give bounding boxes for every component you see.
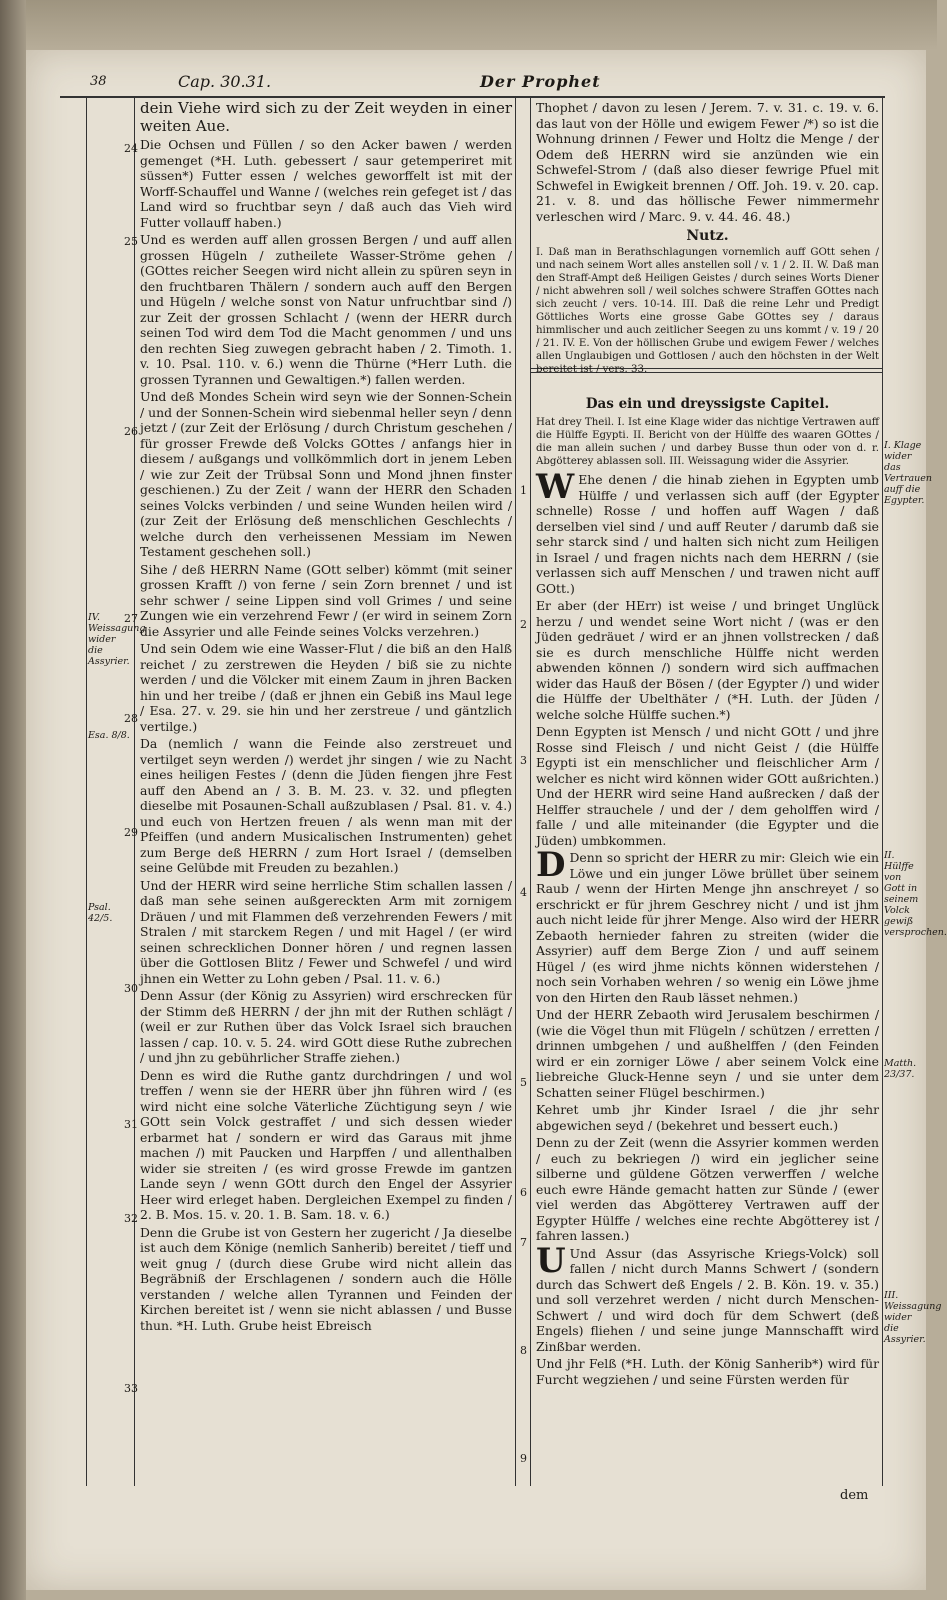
verse-number: 7 xyxy=(520,1236,527,1249)
verse-32: Denn es wird die Ruthe gantz durchdringen / und wol treffen / wenn sie der HERR über jhn führen wird / (es wird nicht eine solche Väterliche Züchtigung seyn / wie GOtt sein Volck gestraffet / und sich dessen wieder erbarmet hat / sondern er wird das Garaus mit jhme machen /) mit Paucken und Harpffen / und allenthalben wider sie streiten / (es wird grosse Frewde im gantzen Lande seyn / wenn GOtt durch den Engel der Assyrier Heer wird erleget haben. Dergleichen Exempel zu finden / 2. B. Mos. 15. v. 20. 1. B. Sam. 18. v. 6.) xyxy=(140,1067,512,1222)
verse-31-4 xyxy=(536,845,879,1005)
verse-number: 3 xyxy=(520,754,527,767)
right-margin-rule xyxy=(882,96,883,1486)
margin-note-psal: Psal. 42/5. xyxy=(88,902,113,924)
left-margin-rule xyxy=(134,96,135,1486)
verse-number: 30 xyxy=(124,982,138,995)
verse-31-8 xyxy=(536,1240,879,1355)
verse-31-4-text: Denn so spricht der HERR zu mir: Gleich wie ein Löwe und ein junger Löwe brüllet über seinem Raub / wenn der Hirten Menge jhn anschreyet / so erschrickt er für jhrem Geschrey nicht / und ist jhm auch nicht leide für jhrer Menge. Also wird der HERR Zebaoth hernieder fahren zu streiten (wider die Assyrier) auff dem Berge Zion / und auff seinem Hügel / (es wird jhme nichts können widerstehen / noch sein Vorhaben wehren / so wenig ein Löwe jhme von den Hirten den Raub lässet nehmen.) xyxy=(536,850,879,1005)
verse-number: 8 xyxy=(520,1344,527,1357)
margin-note-assyrier: III. Weissagung wider die Assyrier. xyxy=(884,1290,942,1345)
page-number: 38 xyxy=(90,74,107,89)
verse-25: Und es werden auff allen grossen Bergen / und auff allen grossen Hügeln / zutheilete Wasser-Ströme gehen / (GOttes reicher Seegen wird nicht allein zu spüren seyn in den fruchtbaren Thälern / sondern auch auff den Bergen und Hügeln / welche sonst von Natur unfruchtbar sind /) zur Zeit der grossen Schlacht / (wenn der HERR durch seinen Tod wird dem Tod die Macht genommen / und uns den rechten Sieg zuwegen gebracht haben / 2. Timoth. 1. v. 10. Psal. 110. v. 6.) wenn die Thürne (*Herr Luth. die grossen Tyrannen und Gewaltigen.*) fallen werden. xyxy=(140,232,512,387)
nutz-heading: Nutz. xyxy=(686,228,729,244)
verse-number: 29 xyxy=(124,826,138,839)
running-title: Der Prophet xyxy=(480,72,601,91)
scan-top-edge xyxy=(0,0,937,50)
verse-number: 31 xyxy=(124,1118,138,1131)
verse-33-continued: Thophet / davon zu lesen / Jerem. 7. v. 31. c. 19. v. 6. das laut von der Hölle und ewigem Fewer /*) so ist die Wohnung drinnen / Fewer und Holtz die Menge / der Odem deß HERRN wird sie anzünden wie ein Schwefel-Strom / (daß also dieser fewrige Pfuel mit Schwefel in Ewigkeit brennen / Off. Joh. 19. v. 20. cap. 21. v. 8. und das höllische Fewer nimmermehr verleschen wird / Marc. 9. v. 44. 46. 48.) xyxy=(536,100,879,224)
verse-29: Da (nemlich / wann die Feinde also zerstreuet und vertilget seyn werden /) werdet jhr singen / wie zu Nacht eines heiligen Festes / (denn die Jüden fiengen jhre Fest auff den Abend an / 3. B. M. 23. v. 32. und pflegten dieselbe mit Posaunen-Schall außzublasen / Psal. 81. v. 4.) und euch von Hertzen freuen / als wenn man mit der Pfeiffen (und andern Musicalischen Instrumenten) gehet zum Berge deß HERRN / zum Hort Israel / (demselben seine Gelübde mit Freuden zu bezahlen.) xyxy=(140,736,512,875)
verse-number: 24 xyxy=(124,142,138,155)
chapter-summary: Hat drey Theil. I. Ist eine Klage wider das nichtige Vertrawen auff die Hülffe Egypti. II. Bericht von der Hülffe des waaren GOttes / die man allein suchen / und darbey Busse thun oder von d. r. Abgötterey ablassen soll. III. Weissagung wider die Assyrier. xyxy=(536,417,879,467)
verse-31-1 xyxy=(536,467,879,596)
right-verse-rule xyxy=(530,96,531,1486)
verse-31-5: Und der HERR Zebaoth wird Jerusalem beschirmen / (wie die Vögel thun mit Flügeln / schützen / erretten / drinnen umbgehen / und außhelffen / (den Feinden wird er ein zorniger Löwe / aber seinem Volck eine liebreiche Gluck-Henne seyn / und sie unter dem Schatten seiner Flügel beschirmen.) xyxy=(536,1007,879,1100)
nutz-text: I. Daß man in Berathschlagungen vornemlich auff GOtt sehen / und nach seinem Wort alles anstellen soll / v. 1 / 2. II. W. Daß man den Straff-Ampt deß Heiligen Geistes / durch seines Worts Diener / nicht abwehren soll / weil solches schwere Straffen GOttes nach sich zeucht / vers. 10-14. III. Daß die reine Lehr und Predigt Göttliches Worts eine grosse Gabe GOttes sey / daraus himmlischer und auch zeitlicher Seegen zu uns kommt / v. 19 / 20 / 21. IV. E. Von der höllischen Grube und ewigem Fewer / welches allen Unglaubigen und Gottlosen / auch den höchsten in der Welt bereitet ist / vers. 33. xyxy=(536,247,879,375)
catchword: dem xyxy=(840,1488,869,1503)
verse-number: 6 xyxy=(520,1186,527,1199)
margin-note-huelffe: II. Hülffe von Gott in seinem Volck gewiß versprochen. xyxy=(884,850,947,938)
verse-number: 32 xyxy=(124,1212,138,1225)
verse-number: 4 xyxy=(520,886,527,899)
drop-capital-u: U xyxy=(536,1240,566,1281)
verse-33: Denn die Grube ist von Gestern her zugericht / Ja dieselbe ist auch dem Könige (nemlich Sanherib) bereitet / tieff und weit gnug / (durch diese Grube wird nicht allein das Begräbniß der Erschlagenen / sondern auch die Hölle verstanden / welche allen Tyrannen und Feinden der Kirchen bereitet ist / wenn sie nicht ablassen / und Busse thun. *H. Luth. Grube heist Ebreisch xyxy=(140,1224,512,1333)
chapter-reference: Cap. 30.31. xyxy=(178,72,272,91)
page-header xyxy=(60,72,885,96)
verse-28: Und sein Odem wie eine Wasser-Flut / die biß an den Halß reichet / zu zerstrewen die Heyden / biß sie zu nichte werden / und die Völcker mit einem Zaum in jhren Backen hin und her treibe / (daß er jhnen ein Gebiß ins Maul lege / Esa. 27. v. 29. sie hin und her zerstreue / und gäntzlich vertilge.) xyxy=(140,641,512,734)
margin-note-esa: Esa. 8/8. xyxy=(88,730,130,741)
verse-31-8-text: Und Assur (das Assyrische Kriegs-Volck) soll fallen / nicht durch Manns Schwert / (sondern durch das Schwert deß Engels / 2. B. Kön. 19. v. 35.) und soll verzehret werden / nicht durch Menschen-Schwert / und wird doch für dem Schwert (deß Engels) fliehen / und seine junge Mannschafft wird Zinßbar werden. xyxy=(536,1245,879,1354)
verse-27: Sihe / deß HERRN Name (GOtt selber) kömmt (mit seiner grossen Krafft /) von ferne / sein Zorn brennet / und ist sehr schwer / seine Lippen sind voll Grimes / und seine Zungen wie ein verzehrend Fewr / (er wird in seinem Zorn die Assyrier und alle Feinde seines Volcks verzehren.) xyxy=(140,561,512,639)
verse-number: 25 xyxy=(124,235,138,248)
chapter-31-title: Das ein und dreyssigste Capitel. xyxy=(585,396,830,412)
verse-number: 28 xyxy=(124,712,138,725)
verse-31-6: Kehret umb jhr Kinder Israel / die jhr sehr abgewichen seyd / (bekehret und bessert euch.) xyxy=(536,1102,879,1133)
outer-left-rule xyxy=(86,96,87,1486)
column-divider xyxy=(515,96,516,1486)
margin-note-weissagung: IV. Weissagung wider die Assyrier. xyxy=(88,612,146,667)
verse-24: Die Ochsen und Füllen / so den Acker bawen / werden gemenget (*H. Luth. gebessert / saur getemperiret mit süssen*) Futter essen / welches geworffelt ist mit der Worff-Schauffel und Wanne / (welches rein gefeget ist / das Land wird so fruchtbar seyn / daß auch das Vieh wird Futter vollauff haben.) xyxy=(140,137,512,230)
header-rule xyxy=(60,96,885,98)
verse-31-7: Denn zu der Zeit (wenn die Assyrier kommen werden / euch zu bekriegen /) wird ein jeglicher seine silberne und güldene Götzen verwerffen / welche euch ewre Hände gemacht hatten zur Sünde / (ewer viel werden das Abgötterey Vertrawen auff der Egypter Hülffe / welches eine rechte Abgötterey ist / fahren lassen.) xyxy=(536,1135,879,1243)
verse-31-1-text: Ehe denen / die hinab ziehen in Egypten umb Hülffe / und verlassen sich auff (der Egypter schnelle) Rosse / und hoffen auff Wagen / daß derselben viel sind / und auff Reuter / darumb daß sie sehr starck sind / und halten sich nicht zum Heiligen in Israel / und fragen nichts nach dem HERRN / (sie verlassen sich auff Menschen / und trawen nicht auff GOtt.) xyxy=(536,472,879,596)
verse-number: 27 xyxy=(124,612,138,625)
book-binding xyxy=(0,0,26,1600)
verse-30: Und der HERR wird seine herrliche Stim schallen lassen / daß man sehe seinen außgereckten Arm mit zornigem Dräuen / und mit Flammen deß verzehrenden Fewers / mit Stralen / mit starckem Regen / und mit Hagel / (er wird seinen schrecklichen Donner hören / und regnen lassen über die Gottlosen Blitz / Fewer und Schwefel / und wird jhnen ein Wetter zu Lohn geben / Psal. 11. v. 6.) xyxy=(140,877,512,986)
margin-note-klage: I. Klage wider das Vertrauen auff die Egypter. xyxy=(884,440,933,506)
verse-31-2: Er aber (der HErr) ist weise / und bringet Unglück herzu / und wendet seine Wort nicht / (was er den Jüden gedräuet / wird er an jhnen vollstrecken / daß sie es durch menschliche Hülffe nicht werden abwenden können /) sondern wird sich auffmachen wider das Hauß der Bösen / (der Egypter /) und wider die Hülffe der Ubelthäter / (*H. Luth. der Jüden / welche solche Hülffe suchen.*) xyxy=(536,598,879,722)
verse-26: Und deß Mondes Schein wird seyn wie der Sonnen-Schein / und der Sonnen-Schein wird siebenmal heller seyn / denn jetzt / (zur Zeit der Erlösung / durch Christum geschehen / für grosser Frewde deß Volcks GOttes / anfangs hier in diesem / außgangs und vollkömmlich dort in jenem Leben / wie zur Zeit der Trübsal Sonn und Mond jhnen finster geschienen.) Zu der Zeit / wann der HERR den Schaden seines Volcks verbinden / und seine Wunden heilen wird / (zur Zeit der Erlösung deß menschlichen Geschlechts / welche durch den verheissenen Messiam im Newen Testament geschehen soll.) xyxy=(140,389,512,559)
verse-number: 1 xyxy=(520,484,527,497)
verse-31-9: Und jhr Felß (*H. Luth. der König Sanherib*) wird für Furcht wegziehen / und seine Fürsten werden für xyxy=(536,1356,879,1387)
drop-capital-w: W xyxy=(536,467,575,507)
margin-note-matth: Matth. 23/37. xyxy=(884,1058,917,1080)
left-text-column xyxy=(140,100,512,1485)
verse-31: Denn Assur (der König zu Assyrien) wird erschrecken für der Stimm deß HERRN / der jhn mit der Ruthen schlägt / (weil er zur Ruthen über das Volck Israel sich brauchen lassen / cap. 10. v. 5. 24. wird GOtt diese Ruthe zubrechen / und jhn zu gebührlicher Straffe ziehen.) xyxy=(140,988,512,1065)
verse-number: 2 xyxy=(520,618,527,631)
right-text-column xyxy=(536,100,879,1485)
verse-number: 9 xyxy=(520,1452,527,1465)
drop-capital-d: D xyxy=(536,845,566,885)
verse-number: 33 xyxy=(124,1382,138,1395)
verse-23-end: dein Viehe wird sich zu der Zeit weyden in einer weiten Aue. xyxy=(140,99,512,135)
verse-number: 5 xyxy=(520,1076,527,1089)
verse-31-3: Denn Egypten ist Mensch / und nicht GOtt / und jhre Rosse sind Fleisch / und nicht Geist / (die Hülffe Egypti ist ein menschlicher und fleischlicher Arm / welcher es nicht wird können wider GOtt außrichten.) Und der HERR wird seine Hand außrecken / daß der Helffer strauchele / und der / dem geholffen wird / falle / und alle miteinander (die Egypter und die Jüden) umbkommen. xyxy=(536,724,879,848)
verse-number: 26 xyxy=(124,425,138,438)
